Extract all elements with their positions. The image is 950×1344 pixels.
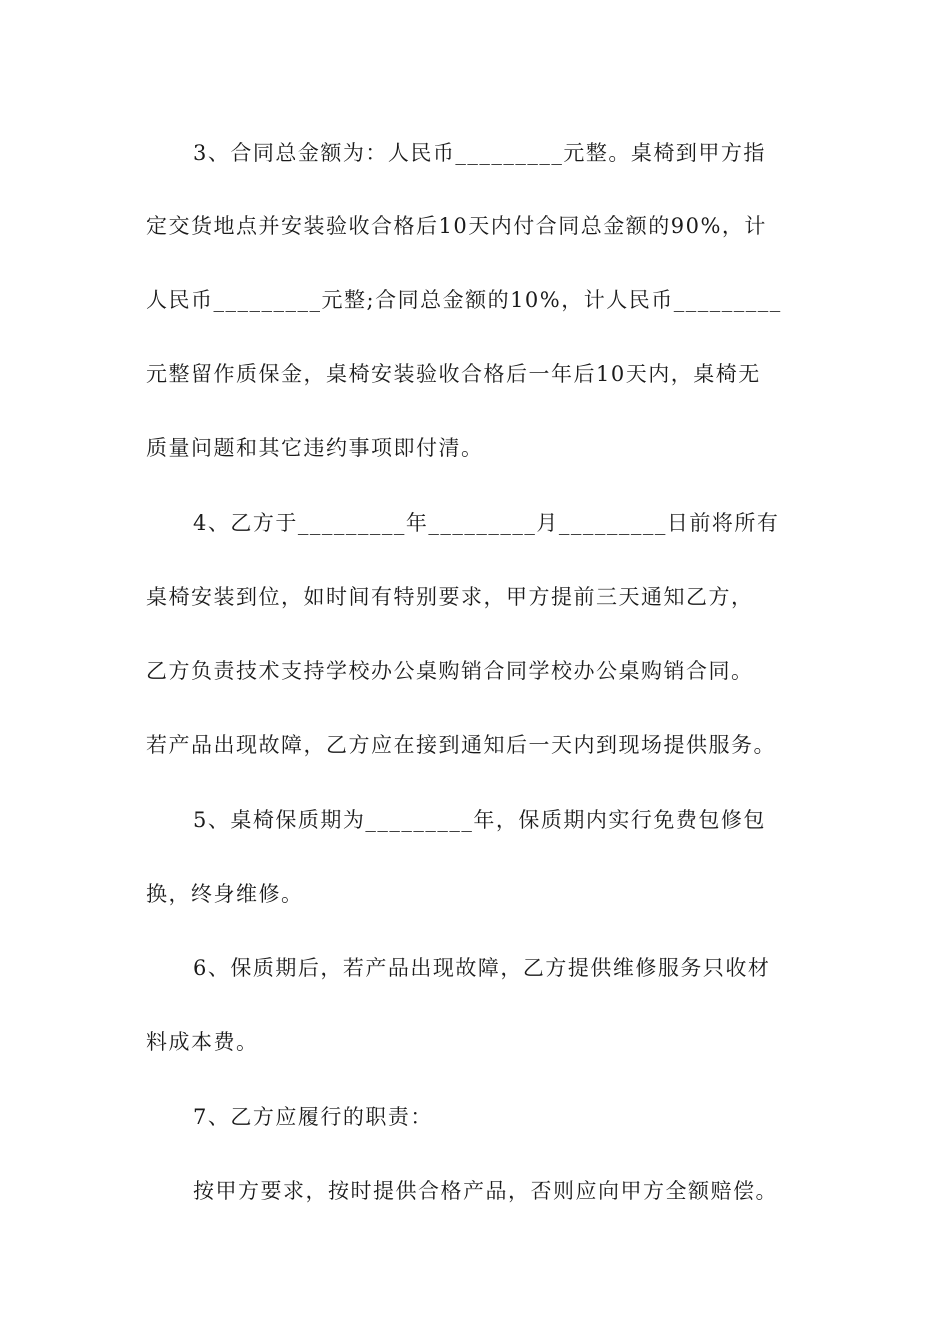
clause-3-line-2: 定交货地点并安装验收合格后10天内付合同总金额的90%，计	[146, 214, 767, 238]
clause-3-line-1: 3、合同总金额为：人民币_________元整。桌椅到甲方指	[193, 141, 766, 165]
clause-4-line-3: 乙方负责技术支持学校办公桌购销合同学校办公桌购销合同。	[146, 659, 754, 683]
clause-4-line-4: 若产品出现故障，乙方应在接到通知后一天内到现场提供服务。	[146, 733, 776, 757]
clause-6-line-1: 6、保质期后，若产品出现故障，乙方提供维修服务只收材	[193, 956, 771, 980]
clause-7-heading: 7、乙方应履行的职责：	[193, 1105, 433, 1129]
clause-5-line-1: 5、桌椅保质期为_________年，保质期内实行免费包修包	[193, 808, 766, 832]
clause-3-line-4: 元整留作质保金，桌椅安装验收合格后一年后10天内，桌椅无	[146, 362, 761, 386]
clause-3-line-3: 人民币_________元整;合同总金额的10%，计人民币_________	[146, 288, 782, 312]
clause-6-line-2: 料成本费。	[146, 1030, 259, 1054]
clause-3-line-5: 质量问题和其它违约事项即付清。	[146, 436, 484, 460]
clause-4-line-2: 桌椅安装到位，如时间有特别要求，甲方提前三天通知乙方，	[146, 585, 754, 609]
clause-4-line-1: 4、乙方于_________年_________月_________日前将所有	[193, 511, 780, 535]
clause-7-line-1: 按甲方要求，按时提供合格产品，否则应向甲方全额赔偿。	[193, 1179, 778, 1203]
clause-5-line-2: 换，终身维修。	[146, 882, 304, 906]
